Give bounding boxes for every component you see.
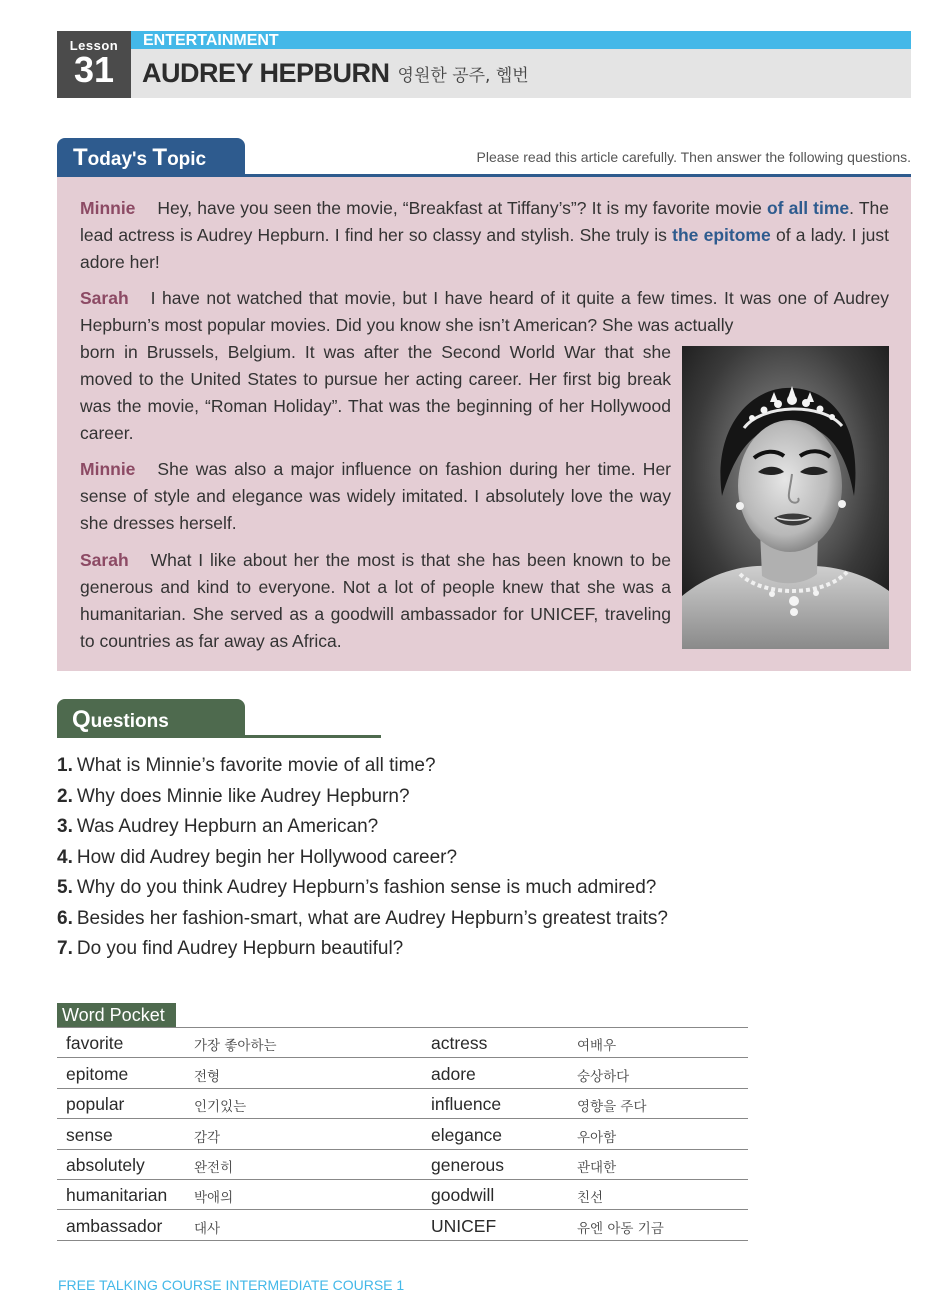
question-item bbox=[57, 844, 668, 875]
word-ko: 박애의 bbox=[194, 1179, 431, 1209]
topic-instruction: Please read this article carefully. Then answer the following questions. bbox=[476, 149, 911, 165]
word-en: humanitarian bbox=[57, 1179, 194, 1209]
question-text: How did Audrey begin her Hollywood career? bbox=[76, 846, 458, 868]
question-number: 7. bbox=[57, 938, 73, 959]
category-label: ENTERTAINMENT bbox=[131, 31, 911, 49]
word-ko: 가장 좋아하는 bbox=[194, 1028, 431, 1058]
word-en: UNICEF bbox=[431, 1210, 577, 1240]
question-number: 5. bbox=[57, 877, 73, 898]
question-text: Why does Minnie like Audrey Hepburn? bbox=[76, 785, 410, 807]
table-row bbox=[57, 1149, 748, 1179]
table-row bbox=[57, 1088, 748, 1118]
word-ko: 완전히 bbox=[194, 1149, 431, 1179]
dialogue-text: Hey, have you seen the movie, “Breakfast at Tiffany’s”? It is my favorite movie bbox=[157, 198, 767, 218]
word-pocket-table bbox=[57, 1027, 748, 1241]
question-number: 2. bbox=[57, 785, 73, 807]
word-ko: 우아함 bbox=[577, 1119, 748, 1149]
word-en: ambassador bbox=[57, 1210, 194, 1240]
footer-course-title: FREE TALKING COURSE INTERMEDIATE COURSE 1 bbox=[58, 1277, 405, 1293]
speaker-name: Sarah bbox=[80, 550, 129, 570]
question-text: Was Audrey Hepburn an American? bbox=[76, 816, 379, 837]
table-row bbox=[57, 1210, 748, 1240]
word-en: favorite bbox=[57, 1028, 194, 1058]
speaker-name: Sarah bbox=[80, 288, 129, 308]
word-ko: 유엔 아동 기금 bbox=[577, 1210, 748, 1240]
questions-divider bbox=[57, 735, 381, 738]
topic-tab-rest-1: oday's bbox=[87, 149, 153, 170]
question-number: 1. bbox=[57, 755, 73, 776]
page-title: AUDREY HEPBURN bbox=[142, 58, 390, 88]
word-en: absolutely bbox=[57, 1149, 194, 1179]
article-panel bbox=[57, 177, 911, 671]
word-ko: 여배우 bbox=[577, 1028, 748, 1058]
table-row bbox=[57, 1119, 748, 1149]
audrey-hepburn-photo bbox=[682, 346, 889, 649]
question-item bbox=[57, 813, 668, 844]
word-ko: 전형 bbox=[194, 1058, 431, 1088]
page-subtitle: 영원한 공주, 헵번 bbox=[397, 66, 529, 86]
speaker-name: Minnie bbox=[80, 459, 136, 479]
word-en: adore bbox=[431, 1058, 577, 1088]
question-item bbox=[57, 783, 668, 814]
dialogue-text: . The lead actress is Audrey Hepburn. I find her so classy and stylish. She truly is bbox=[80, 198, 889, 245]
word-ko: 인기있는 bbox=[194, 1088, 431, 1118]
dialogue-paragraph-2b bbox=[80, 339, 671, 447]
word-ko: 관대한 bbox=[577, 1149, 748, 1179]
dialogue-paragraph-3 bbox=[80, 456, 671, 537]
word-ko: 친선 bbox=[577, 1179, 748, 1209]
dialogue-paragraph-4 bbox=[80, 547, 671, 655]
question-item bbox=[57, 752, 668, 783]
word-en: popular bbox=[57, 1088, 194, 1118]
word-en: epitome bbox=[57, 1058, 194, 1088]
questions-tab-initial: Q bbox=[72, 706, 91, 733]
questions-tab-rest: uestions bbox=[90, 711, 169, 732]
dialogue-text: What I like about her the most is that she has been known to be generous and kind to everyone. Not a lot of people knew that she was a humanitarian. She served as a goodwill ambassador for UNICEF, traveling to countries as far away as Africa. bbox=[80, 550, 671, 651]
table-row bbox=[57, 1028, 748, 1058]
question-item bbox=[57, 905, 668, 936]
word-pocket-label: Word Pocket bbox=[57, 1003, 176, 1027]
lesson-number: 31 bbox=[73, 49, 115, 90]
word-ko: 감각 bbox=[194, 1119, 431, 1149]
word-en: elegance bbox=[431, 1119, 577, 1149]
lesson-badge bbox=[57, 31, 131, 98]
dialogue-text: born in Brussels, Belgium. It was after the Second World War that she moved to the United States to pursue her acting career. Her first big break was the movie, “Roman Holiday”. That was the beginning of her Hollywood career. bbox=[80, 342, 671, 443]
question-text: What is Minnie’s favorite movie of all time? bbox=[76, 755, 436, 776]
title-bar bbox=[131, 49, 911, 98]
word-en: sense bbox=[57, 1119, 194, 1149]
question-number: 4. bbox=[57, 846, 73, 868]
question-text: Besides her fashion-smart, what are Audrey Hepburn’s greatest traits? bbox=[76, 907, 668, 929]
questions-tab bbox=[57, 699, 245, 737]
question-text: Do you find Audrey Hepburn beautiful? bbox=[76, 938, 404, 959]
question-number: 3. bbox=[57, 816, 73, 837]
lesson-label: Lesson bbox=[69, 38, 119, 53]
topic-tab-initial-2: T bbox=[152, 144, 168, 171]
word-ko: 대사 bbox=[194, 1210, 431, 1240]
topic-tab-initial-1: T bbox=[73, 144, 88, 171]
question-list bbox=[57, 752, 668, 966]
table-row bbox=[57, 1179, 748, 1209]
word-en: influence bbox=[431, 1088, 577, 1118]
speaker-name: Minnie bbox=[80, 198, 136, 218]
word-en: goodwill bbox=[431, 1179, 577, 1209]
dialogue-text: of a lady. I just adore her! bbox=[80, 225, 890, 272]
word-en: actress bbox=[431, 1028, 577, 1058]
dialogue-paragraph-1 bbox=[80, 195, 889, 276]
word-ko: 숭상하다 bbox=[577, 1058, 748, 1088]
dialogue-text: I have not watched that movie, but I have heard of it quite a few times. It was one of Audrey Hepburn’s most popular movies. Did you know she isn’t American? She was actually bbox=[80, 288, 889, 335]
dialogue-paragraph-2a bbox=[80, 285, 889, 339]
keyword-highlight: of all time bbox=[766, 198, 850, 218]
dialogue-text: She was also a major influence on fashion during her time. Her sense of style and elegance was widely imitated. I absolutely love the way she dresses herself. bbox=[80, 459, 671, 533]
topic-tab-rest-2: opic bbox=[167, 149, 207, 170]
question-number: 6. bbox=[57, 907, 73, 929]
word-ko: 영향을 주다 bbox=[577, 1088, 748, 1118]
todays-topic-tab bbox=[57, 138, 245, 176]
question-item bbox=[57, 874, 668, 905]
keyword-highlight: the epitome bbox=[672, 225, 771, 245]
word-en: generous bbox=[431, 1149, 577, 1179]
question-item bbox=[57, 935, 668, 966]
question-text: Why do you think Audrey Hepburn’s fashion sense is much admired? bbox=[76, 877, 657, 898]
table-row bbox=[57, 1058, 748, 1088]
